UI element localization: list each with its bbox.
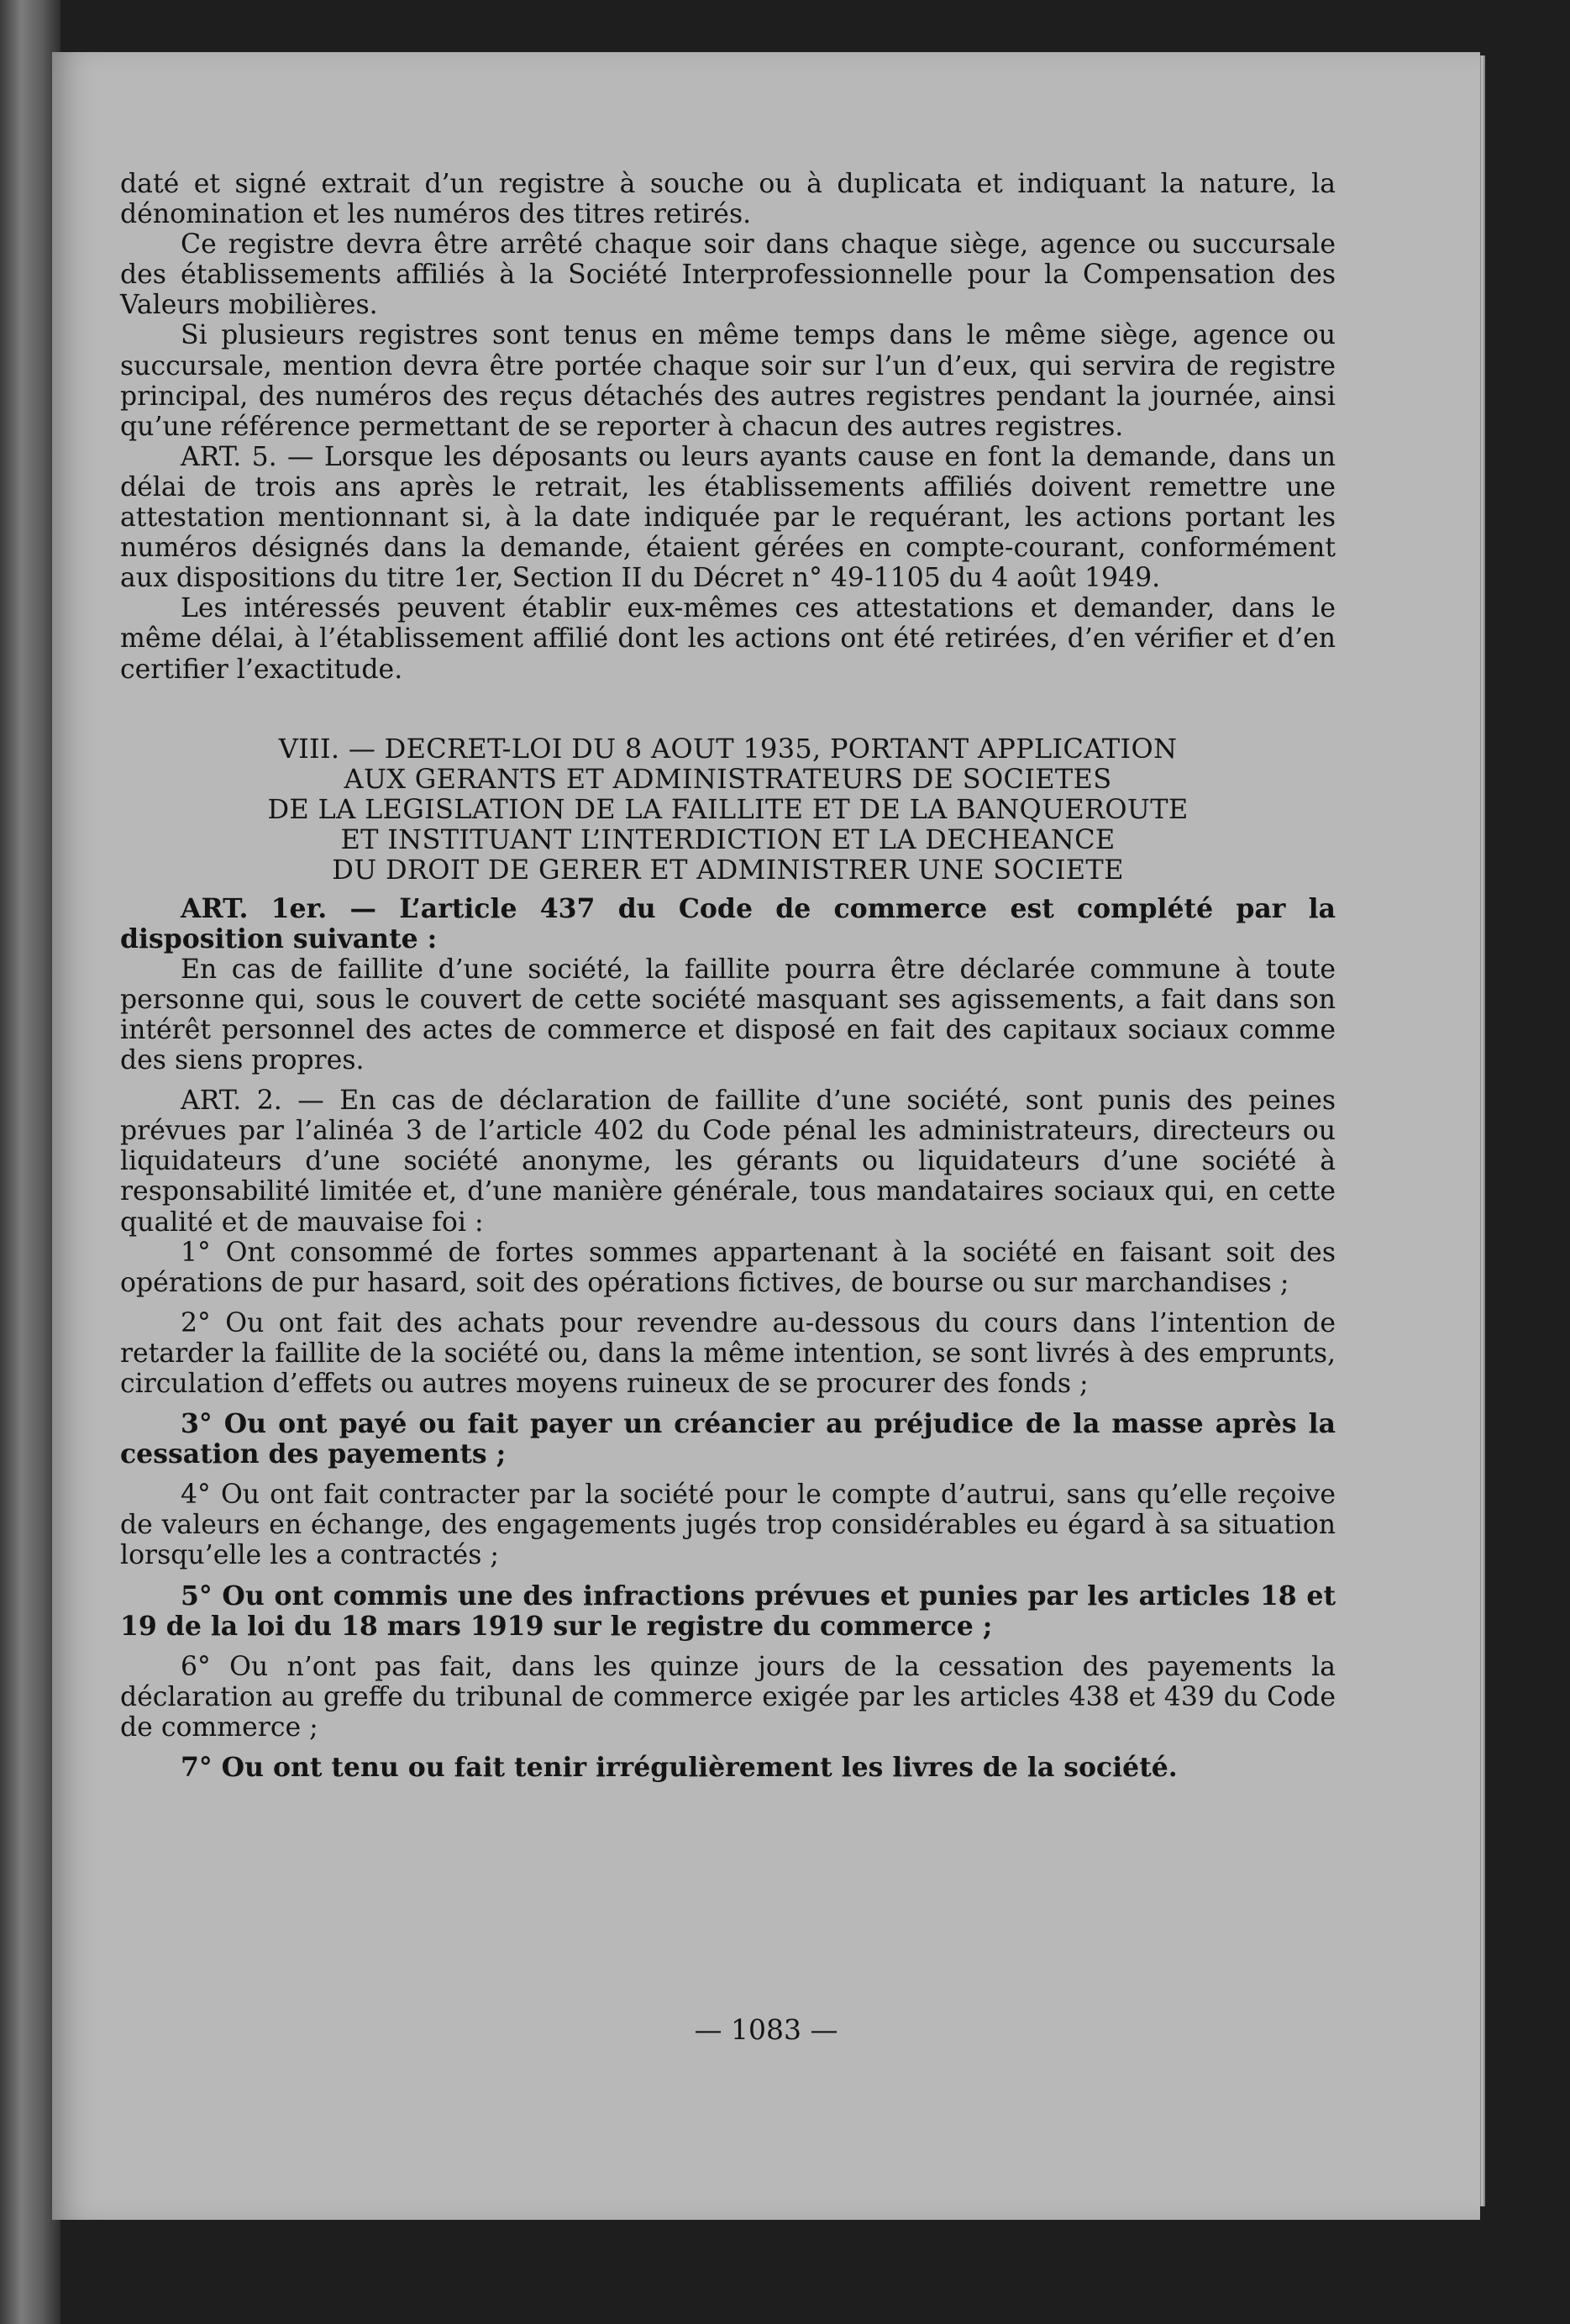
article-5 <box>120 442 1336 593</box>
paragraph-registre: Ce registre devra être arrêté chaque soir dans chaque siège, agence ou succursale des établissements affiliés à la Société Interprofessionnelle pour la Compensation des Valeurs mobilières. <box>120 229 1336 321</box>
article-1-text: — L’article 437 du Code de commerce est complété par la disposition suivante : <box>120 892 1336 954</box>
list-item-6: 6° Ou n’ont pas fait, dans les quinze jours de la cessation des payements la déclaration au greffe du tribunal de commerce exigée par les articles 438 et 439 du Code de commerce ; <box>120 1651 1336 1743</box>
carryover-paragraph: daté et signé extrait d’un registre à souche ou à duplicata et indiquant la nature, la dénomination et les numéros des titres retirés. <box>120 169 1336 230</box>
article-2-text: — En cas de déclaration de faillite d’une société, sont punis des peines prévues par l’alinéa 3 de l’article 402 du Code pénal les administrateurs, directeurs ou liquidateurs d’une société anonyme, les gérants ou liquidateurs d’une société à responsabilité limitée et, d’une manière générale, tous mandataires sociaux qui, en cette qualité et de mauvaise foi : <box>120 1086 1336 1238</box>
book-page <box>52 52 1480 2220</box>
article-2-label: ART. 2. <box>181 1086 282 1117</box>
list-item-7: 7° Ou ont tenu ou fait tenir irrégulièrement les livres de la société. <box>181 1752 1178 1784</box>
list-item-3: 3° Ou ont payé ou fait payer un créancier au préjudice de la masse après la cessation des payements ; <box>120 1408 1336 1470</box>
list-item-4: 4° Ou ont fait contracter par la société pour le compte d’autrui, sans qu’elle reçoive de valeurs en échange, des engagements jugés trop considérables eu égard à sa situation lorsqu’elle les a contractés ; <box>120 1480 1336 1571</box>
list-item-5: 5° Ou ont commis une des infractions prévues et punies par les articles 18 et 19 de la loi du 18 mars 1919 sur le registre du commerce ; <box>120 1580 1336 1642</box>
body-text <box>120 169 1336 1783</box>
article-1 <box>120 894 1336 954</box>
heading-line: DE LA LEGISLATION DE LA FAILLITE ET DE LA BANQUEROUTE <box>267 793 1189 825</box>
page-number: — 1083 — <box>694 2013 838 2046</box>
article-5-label: ART. 5. <box>181 441 277 472</box>
article-2 <box>120 1086 1336 1237</box>
paragraph-faillite-commune: En cas de faillite d’une société, la faillite pourra être déclarée commune à toute personne qui, sous le couvert de cette société masquant ses agissements, a fait dans son intérêt personnel des actes de commerce et disposé en fait des capitaux sociaux comme des siens propres. <box>120 954 1336 1076</box>
heading-line: VIII. — DECRET-LOI DU 8 AOUT 1935, PORTANT APPLICATION <box>278 732 1178 765</box>
paragraph-interesses: Les intéressés peuvent établir eux-mêmes ces attestations et demander, dans le même délai, à l’établissement affilié dont les actions ont été retirées, d’en vérifier et d’en certifier l’exactitude. <box>120 593 1336 685</box>
article-5-text: — Lorsque les déposants ou leurs ayants cause en font la demande, dans un délai de trois ans après le retrait, les établissements affiliés doivent remettre une attestation mentionnant si, à la date indiquée par le requérant, les actions portant les numéros désignés dans la demande, étaient gérées en compte-courant, conformément aux dispositions du titre 1er, Section II du Décret n° 49-1105 du 4 août 1949. <box>120 441 1336 594</box>
list-item-1: 1° Ont consommé de fortes sommes appartenant à la société en faisant soit des opérations de pur hasard, soit des opérations fictives, de bourse ou sur marchandises ; <box>120 1237 1336 1298</box>
article-1-label: ART. 1er. <box>181 892 328 924</box>
heading-line: AUX GERANTS ET ADMINISTRATEURS DE SOCIETES <box>344 762 1112 795</box>
paragraph-plusieurs-registres: Si plusieurs registres sont tenus en même temps dans le même siège, agence ou succursale, mention devra être portée chaque soir sur l’un d’eux, qui servira de registre principal, des numéros des reçus détachés des autres registres pendant la journée, ainsi qu’une référence permettant de se reporter à chacun des autres registres. <box>120 320 1336 442</box>
section-heading-viii <box>120 733 1336 886</box>
list-item-2: 2° Ou ont fait des achats pour revendre au-dessous du cours dans l’intention de retarder la faillite de la société ou, dans la même intention, se sont livrés à des emprunts, circulation d’effets ou autres moyens ruineux de se procurer des fonds ; <box>120 1307 1336 1400</box>
heading-line: DU DROIT DE GERER ET ADMINISTRER UNE SOCIETE <box>332 854 1124 886</box>
heading-line: ET INSTITUANT L’INTERDICTION ET LA DECHEANCE <box>340 823 1116 856</box>
